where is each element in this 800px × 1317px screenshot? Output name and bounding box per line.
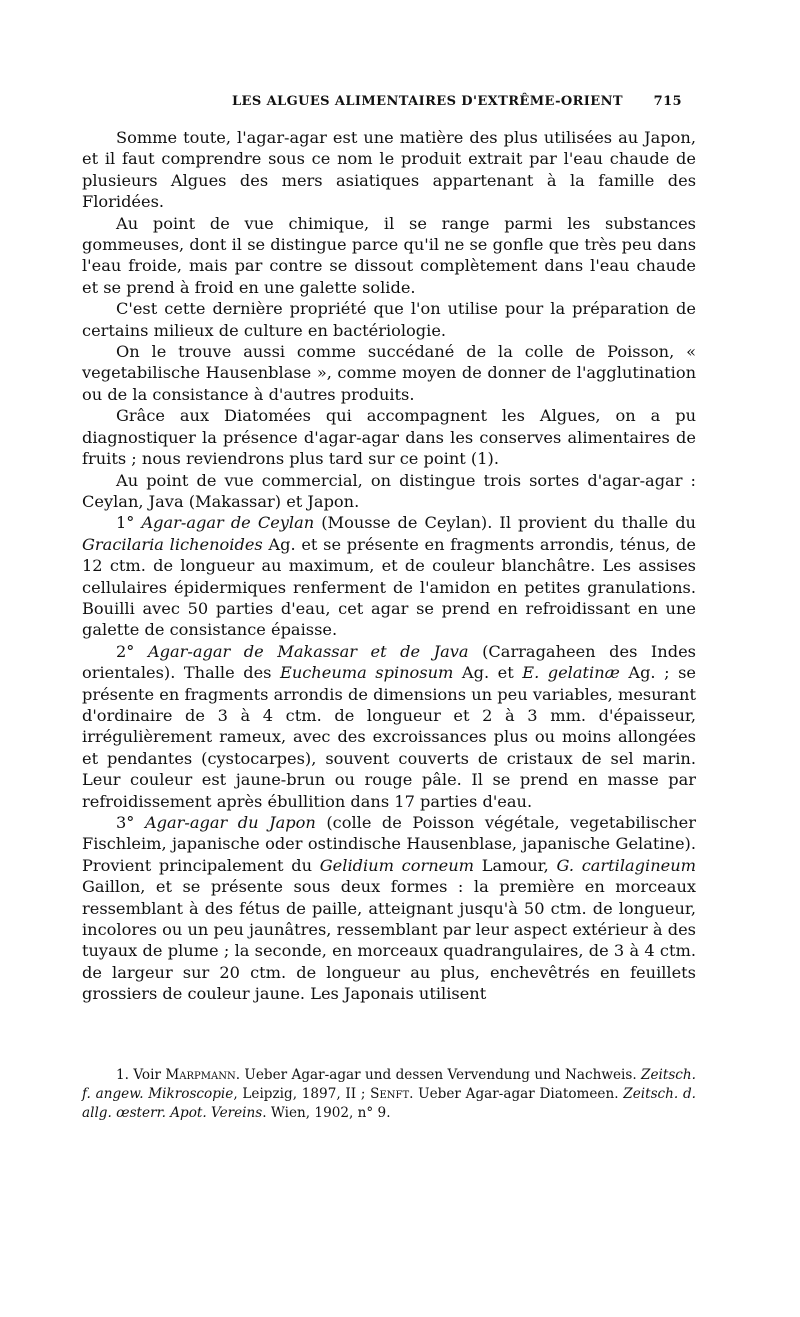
footnote-segment: . Wien, 1902, n° 9. (262, 1105, 391, 1121)
paragraph-segment: 1° (116, 513, 142, 533)
paragraph-segment: C'est cette dernière propriété que l'on utilise pour la préparation de certains milieux de culture en bactériologie. (82, 299, 696, 340)
paragraph-segment: Agar-agar de Makassar et de Java (147, 641, 469, 661)
body-text (82, 127, 696, 1005)
footnote-segment: Zeitsch. f. angew. Mikroscopie (82, 1067, 696, 1102)
paragraph-segment: Gracilaria lichenoides (82, 534, 263, 554)
page-number: 715 (653, 94, 682, 109)
footnote-segment: , Leipzig, 1897, II ; (233, 1086, 371, 1102)
paragraph-segment: On le trouve aussi comme succédané de la colle de Poisson, « vegetabilische Hausenblase », comme moyen de donner de l'agglutination ou de la consistance à d'autres produits. (82, 342, 696, 404)
paragraph-9 (82, 812, 696, 1005)
paragraph-2 (82, 213, 696, 299)
paragraph-segment: 3° (116, 813, 145, 832)
paragraph-segment: Au point de vue chimique, il se range parmi les substances gommeuses, dont il se distingue parce qu'il ne se gonfle que très peu dans l'eau froide, mais par contre se dissout complètement dans l'eau chaude et se prend à froid en une galette solide. (82, 213, 696, 297)
paragraph-segment: (Carragaheen des Indes orientales). Thalle des (82, 641, 696, 683)
footnote-segment: Senft (370, 1086, 410, 1102)
paragraph-segment: Ag. et se présente en fragments arrondis, ténus, de 12 ctm. de longueur au maximum, et de couleur blanchâtre. Les assises cellulaires épidermiques renferment de l'amidon en petites granulations. Bouilli avec 50 parties d'eau, cet agar se prend en refroidissant en une galette de consistance épaisse. (82, 534, 696, 640)
paragraph-7 (82, 512, 696, 640)
footnote-segment: . Ueber Agar-agar und dessen Vervendung und Nachweis. (235, 1067, 642, 1083)
paragraph-segment: (Mousse de Ceylan). Il provient du thalle du (314, 513, 696, 533)
paragraph-segment: (colle de Poisson végétale, vegetabilischer Fischleim, japanische oder ostindische Hausenblase, japanische Gelatine). Provient principalement du (82, 813, 696, 875)
footnotes (82, 1066, 696, 1123)
paragraph-segment: Grâce aux Diatomées qui accompagnent les Algues, on a pu diagnostiquer la présence d'agar-agar dans les conserves alimentaires de fruits ; nous reviendrons plus tard sur ce point (1). (82, 406, 696, 469)
running-header (122, 94, 682, 116)
footnote-1 (82, 1066, 696, 1123)
paragraph-6 (82, 470, 696, 513)
paragraph-segment: 2° (116, 641, 148, 661)
paragraph-segment: Lamour, (474, 855, 557, 875)
paragraph-5 (82, 405, 696, 469)
footnote-segment: Marpmann (165, 1067, 236, 1083)
paragraph-8 (82, 641, 696, 812)
footnote-segment: . Ueber Agar-agar Diatomeen. (409, 1086, 624, 1102)
footnote-segment: Zeitsch. d. allg. œsterr. Apot. Vereins (82, 1086, 696, 1121)
paragraph-segment: Ag. et (453, 663, 523, 683)
running-title: LES ALGUES ALIMENTAIRES D'EXTRÊME-ORIENT (232, 94, 623, 109)
paragraph-segment: E. gelatinæ (522, 663, 620, 683)
paragraph-segment: Somme toute, l'agar-agar est une matière des plus utilisées au Japon, et il faut comprendre sous ce nom le produit extrait par l'eau chaude de plusieurs Algues des mers asiatiques appartenant à la famille des Floridées. (82, 128, 696, 212)
footnote-segment: 1. Voir (116, 1067, 166, 1083)
paragraph-segment: Gelidium corneum (319, 855, 474, 875)
paragraph-1 (82, 127, 696, 213)
paragraph-segment: Au point de vue commercial, on distingue trois sortes d'agar-agar : Ceylan, Java (Makassar) et Japon. (82, 470, 696, 511)
paragraph-3 (82, 298, 696, 341)
paragraph-segment: Gaillon, et se présente sous deux formes : la première en morceaux ressemblant à des fétus de paille, atteignant jusqu'à 50 ctm. de longueur, incolores ou un peu jaunâtres, ressemblant par leur aspect extérieur à des tuyaux de plume ; la seconde, en morceaux quadrangulaires, de 3 à 4 ctm. de largeur sur 20 ctm. de longueur au plus, enchevêtrés en feuillets grossiers de couleur jaune. Les Japonais utilisent (82, 877, 696, 1004)
paragraph-segment: Agar-agar de Ceylan (141, 513, 315, 533)
paragraph-segment: Eucheuma spinosum (280, 663, 454, 683)
paragraph-segment: G. cartilagineum (556, 855, 696, 875)
paragraph-segment: Ag. ; se présente en fragments arrondis de dimensions un peu variables, mesurant d'ordinaire de 3 à 4 ctm. de longueur et 2 à 3 mm. d'épaisseur, irrégulièrement rameux, avec des excroissances plus ou moins allongées et pendantes (cystocarpes), souvent couverts de cristaux de sel marin. Leur couleur est jaune-brun ou rouge pâle. Il se prend en masse par refroidissement après ébullition dans 17 parties d'eau. (82, 663, 696, 811)
paragraph-4 (82, 341, 696, 405)
paragraph-segment: Agar-agar du Japon (144, 813, 316, 832)
